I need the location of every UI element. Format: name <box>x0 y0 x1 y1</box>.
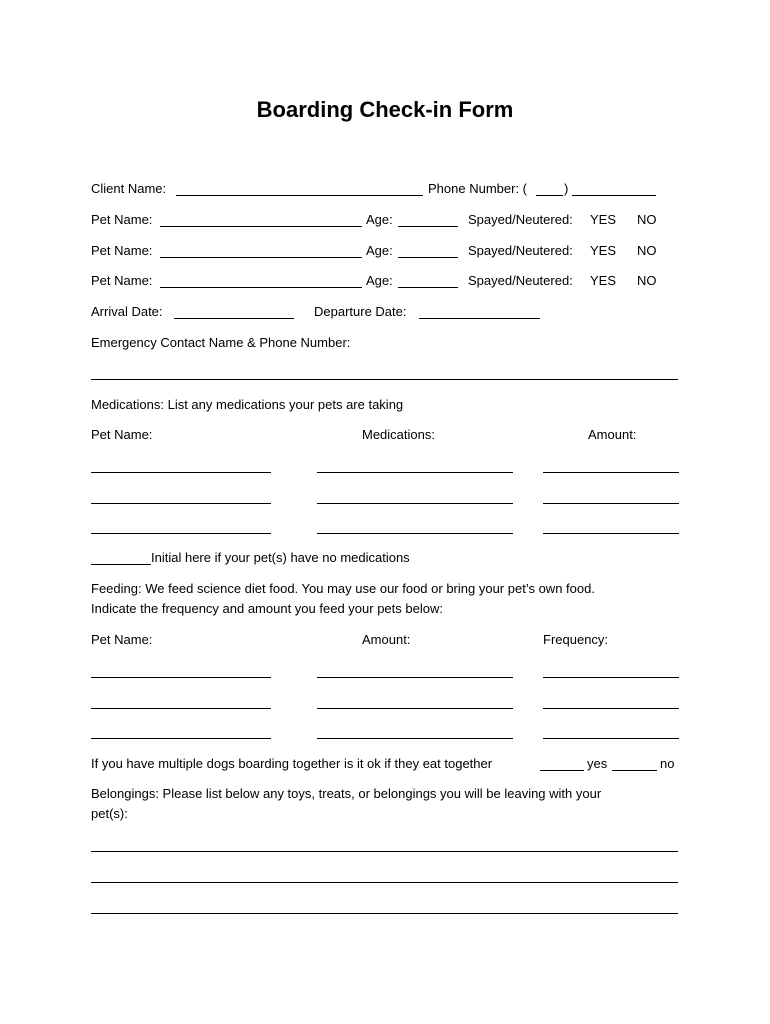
medications-intro: Medications: List any medications your pets are taking <box>91 397 404 412</box>
belongings-intro-line1: Belongings: Please list below any toys, treats, or belongings you will be leaving with your <box>91 786 602 801</box>
pet-name-field[interactable] <box>160 257 362 258</box>
medication-pet-name-field[interactable] <box>91 503 271 504</box>
eat-together-yes-field[interactable] <box>540 770 584 771</box>
feeding-frequency-field[interactable] <box>543 708 679 709</box>
emergency-contact-label: Emergency Contact Name & Phone Number: <box>91 335 351 350</box>
medication-name-field[interactable] <box>317 533 513 534</box>
eat-together-no-field[interactable] <box>612 770 657 771</box>
phone-paren-close: ) <box>564 181 569 196</box>
age-field[interactable] <box>398 287 458 288</box>
arrival-date-field[interactable] <box>174 318 294 319</box>
feeding-amount-header: Amount: <box>362 632 411 647</box>
spayed-no-option[interactable]: NO <box>637 212 657 227</box>
medications-header: Medications: <box>362 427 435 442</box>
spayed-yes-option[interactable]: YES <box>590 273 617 288</box>
age-field[interactable] <box>398 226 458 227</box>
spayed-neutered-label: Spayed/Neutered: <box>468 243 573 258</box>
belongings-field[interactable] <box>91 913 678 914</box>
feeding-pet-name-field[interactable] <box>91 738 271 739</box>
medication-pet-name-field[interactable] <box>91 472 271 473</box>
pet-name-field[interactable] <box>160 287 362 288</box>
eat-together-question: If you have multiple dogs boarding together is it ok if they eat together <box>91 756 493 771</box>
no-medications-initial-label: Initial here if your pet(s) have no medications <box>151 550 410 565</box>
feeding-frequency-header: Frequency: <box>543 632 609 647</box>
phone-number-field[interactable] <box>572 195 656 196</box>
feeding-pet-name-field[interactable] <box>91 708 271 709</box>
medication-pet-name-field[interactable] <box>91 533 271 534</box>
feeding-pet-name-header: Pet Name: <box>91 632 153 647</box>
no-medications-initial-field[interactable] <box>91 564 151 565</box>
medication-amount-field[interactable] <box>543 533 679 534</box>
eat-together-no-label: no <box>660 756 675 771</box>
feeding-frequency-field[interactable] <box>543 738 679 739</box>
departure-date-label: Departure Date: <box>314 304 407 319</box>
phone-area-code-field[interactable] <box>536 195 563 196</box>
medication-name-field[interactable] <box>317 472 513 473</box>
spayed-yes-option[interactable]: YES <box>590 243 617 258</box>
pet-name-field[interactable] <box>160 226 362 227</box>
age-label: Age: <box>366 212 393 227</box>
departure-date-field[interactable] <box>419 318 540 319</box>
arrival-date-label: Arrival Date: <box>91 304 163 319</box>
feeding-amount-field[interactable] <box>317 677 513 678</box>
pet-name-label: Pet Name: <box>91 273 153 288</box>
client-name-field[interactable] <box>176 195 423 196</box>
form-title: Boarding Check-in Form <box>256 97 514 122</box>
feeding-pet-name-field[interactable] <box>91 677 271 678</box>
spayed-yes-option[interactable]: YES <box>590 212 617 227</box>
pet-name-label: Pet Name: <box>91 212 153 227</box>
client-name-label: Client Name: <box>91 181 167 196</box>
feeding-frequency-field[interactable] <box>543 677 679 678</box>
belongings-field[interactable] <box>91 851 678 852</box>
belongings-field[interactable] <box>91 882 678 883</box>
feeding-amount-field[interactable] <box>317 738 513 739</box>
spayed-no-option[interactable]: NO <box>637 243 657 258</box>
medications-amount-header: Amount: <box>588 427 637 442</box>
spayed-neutered-label: Spayed/Neutered: <box>468 273 573 288</box>
phone-number-label: Phone Number: ( <box>428 181 527 196</box>
medication-name-field[interactable] <box>317 503 513 504</box>
age-label: Age: <box>366 243 393 258</box>
medications-pet-name-header: Pet Name: <box>91 427 153 442</box>
eat-together-yes-label: yes <box>587 756 608 771</box>
emergency-contact-field[interactable] <box>91 379 678 380</box>
medication-amount-field[interactable] <box>543 503 679 504</box>
pet-name-label: Pet Name: <box>91 243 153 258</box>
spayed-no-option[interactable]: NO <box>637 273 657 288</box>
age-field[interactable] <box>398 257 458 258</box>
feeding-intro-line2: Indicate the frequency and amount you feed your pets below: <box>91 601 443 616</box>
feeding-intro-line1: Feeding: We feed science diet food. You may use our food or bring your pet’s own food. <box>91 581 595 596</box>
medication-amount-field[interactable] <box>543 472 679 473</box>
age-label: Age: <box>366 273 393 288</box>
spayed-neutered-label: Spayed/Neutered: <box>468 212 573 227</box>
feeding-amount-field[interactable] <box>317 708 513 709</box>
belongings-intro-line2: pet(s): <box>91 806 128 821</box>
